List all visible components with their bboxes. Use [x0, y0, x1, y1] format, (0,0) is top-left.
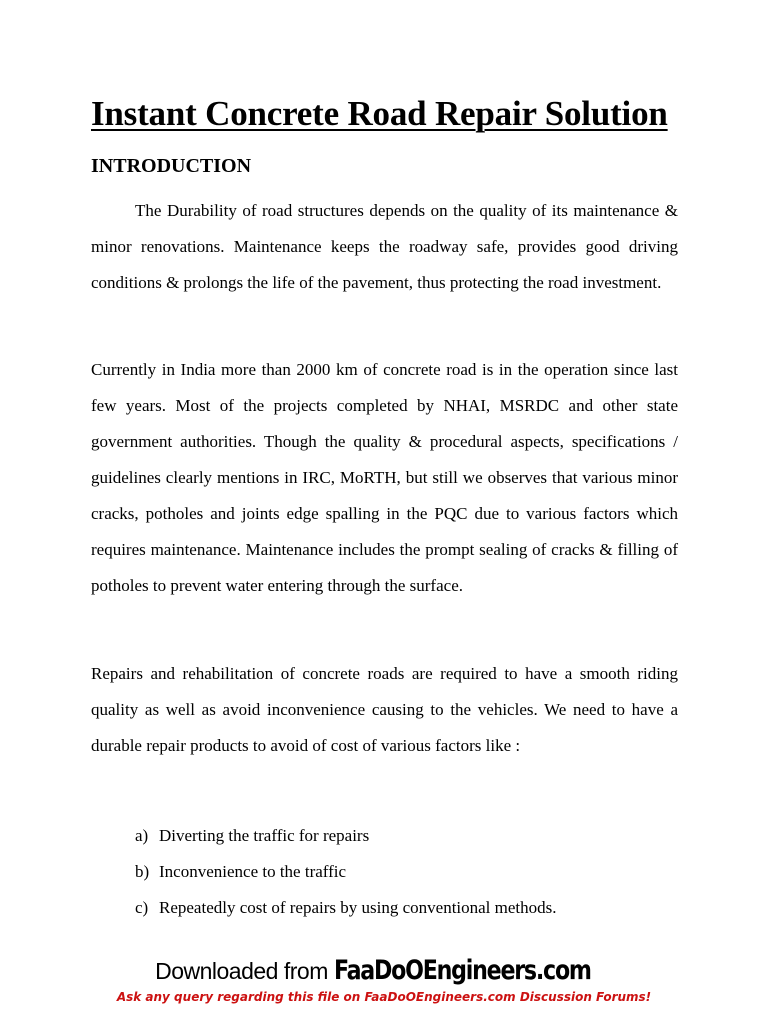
paragraph-3: Repairs and rehabilitation of concrete roads are required to have a smooth riding quality as well as avoid inconvenience causing to the vehicles. We need to have a durable repair products to avoid of cost of various factors like : [91, 664, 678, 755]
list-item [135, 890, 557, 926]
section-heading: INTRODUCTION [91, 155, 252, 177]
list-item-text: Diverting the traffic for repairs [159, 826, 370, 845]
paragraph-1: The Durability of road structures depends on the quality of its maintenance & minor renovations. Maintenance keeps the roadway safe, provides good driving conditions & prolongs the life of the pavement, thus protecting the road investment. [91, 201, 678, 292]
list-item [135, 818, 557, 854]
brand-logo-text[interactable]: FaaDoOEngineers.com [333, 955, 591, 986]
list-marker: c) [135, 898, 149, 917]
list-marker: a) [135, 826, 149, 845]
paragraph-2: Currently in India more than 2000 km of concrete road is in the operation since last few years. Most of the projects completed by NHAI, MSRDC and other state government authorities. Though the quality & procedural aspects, specifications / guidelines clearly mentions in IRC, MoRTH, but still we observes that various minor cracks, potholes and joints edge spalling in the PQC due to various factors which requires maintenance. Maintenance includes the prompt sealing of cracks & filling of potholes to prevent water entering through the surface. [91, 360, 678, 595]
footer-prefix: Downloaded from [155, 958, 334, 984]
list-item-text: Repeatedly cost of repairs by using conventional methods. [159, 898, 557, 917]
footer-banner [0, 955, 768, 986]
factor-list [135, 818, 557, 926]
footer-subline[interactable]: Ask any query regarding this file on FaaDoOEngineers.com Discussion Forums! [116, 990, 652, 1004]
download-footer [0, 955, 768, 1004]
list-item [135, 854, 557, 890]
list-marker: b) [135, 862, 150, 881]
list-item-text: Inconvenience to the traffic [159, 862, 347, 881]
document-title: Instant Concrete Road Repair Solution [91, 94, 668, 133]
